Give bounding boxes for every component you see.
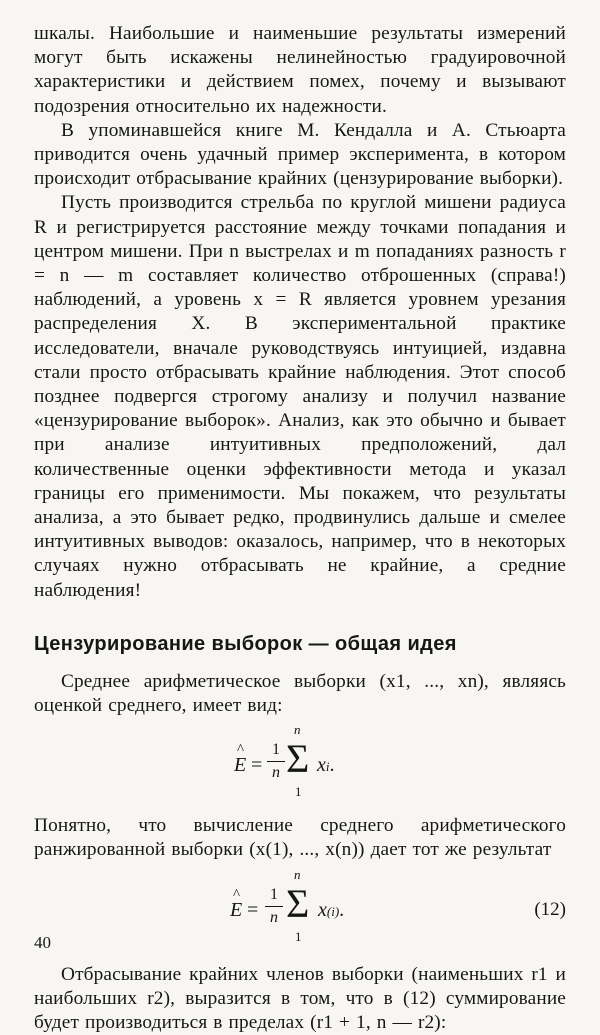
formula-hat: ^ <box>237 742 245 759</box>
formula-equals: = <box>247 898 259 921</box>
fraction-numerator: 1 <box>270 885 278 903</box>
paragraph-mean: Среднее арифметическое выборки (x1, ..., xn), являясь оценкой среднего, имеет вид: <box>34 670 566 717</box>
page-number: 40 <box>34 933 51 952</box>
sum-upper-limit: n <box>294 722 301 738</box>
sum-upper-limit: n <box>294 866 301 882</box>
formula-ranked-mean <box>34 863 566 959</box>
paragraph-kendall: В упоминавшейся книге М. Кендалла и А. Стьюарта приводится очень удачный пример эксперимента, в котором происходит отбрасывание крайних (цензурирование выборки). <box>34 119 566 190</box>
formula-fraction <box>267 740 285 783</box>
formula-lhs: E <box>234 754 247 777</box>
summand: xi. <box>317 754 335 777</box>
fraction-denominator: n <box>270 908 278 926</box>
summand: x(i). <box>318 898 345 921</box>
paragraph-intro: шкалы. Наибольшие и наименьшие результаты измерений могут быть искажены нелинейностью градуировочной характеристики и действием помех, почему и вызывают подозрения относительно их надежности. <box>34 23 566 117</box>
section-heading: Цензурирование выборок — общая идея <box>34 632 457 655</box>
formula-equals: = <box>251 754 263 777</box>
paragraph-truncation: Отбрасывание крайних членов выборки (наименьших r1 и наибольших r2), выразится в том, что в (12) суммирование будет производиться в пределах (r1 + 1, n — r2): <box>34 963 566 1034</box>
sigma-symbol: Σ <box>286 880 310 926</box>
formula-hat: ^ <box>233 886 241 903</box>
paragraph-ranked: Понятно, что вычисление среднего арифметического ранжированной выборки (x(1), ..., x(n)) дает тот же результат <box>34 815 566 861</box>
equation-number: (12) <box>534 898 566 920</box>
sum-lower-limit: 1 <box>295 784 302 800</box>
page-body <box>34 22 566 1035</box>
paragraph-shooting: Пусть производится стрельба по круглой мишени радиуса R и регистрируется расстояние между точками попадания и центром мишени. При n выстрелах и m попаданиях разность r = n — m составляет количество отброшенных (справа!) наблюдений, а уровень x = R является уровнем урезания распределения X. В экспериментальной практике исследователи, вначале руководствуясь интуицией, издавна стали просто отбрасывать крайние наблюдения. Этот способ позднее подвергся строгому анализу и получил название «цензурирование выборок». Анализ, как это обычно и бывает при анализе интуитивных предположений, дал количественные оценки эффективности метода и указал границы его применимости. Мы покажем, что результаты анализа, а это бывает редко, продвинулись дальше и смелее интуитивных выводов: оказалось, например, что в некоторых случаях нужно отбрасывать не крайние, а средние наблюдения! <box>34 192 566 601</box>
fraction-denominator: n <box>272 764 280 782</box>
sigma-symbol: Σ <box>286 736 310 782</box>
formula-fraction <box>265 885 283 928</box>
formula-mean <box>34 718 566 814</box>
fraction-numerator: 1 <box>272 741 280 759</box>
formula-lhs: E <box>230 898 243 921</box>
sum-lower-limit: 1 <box>295 928 302 944</box>
